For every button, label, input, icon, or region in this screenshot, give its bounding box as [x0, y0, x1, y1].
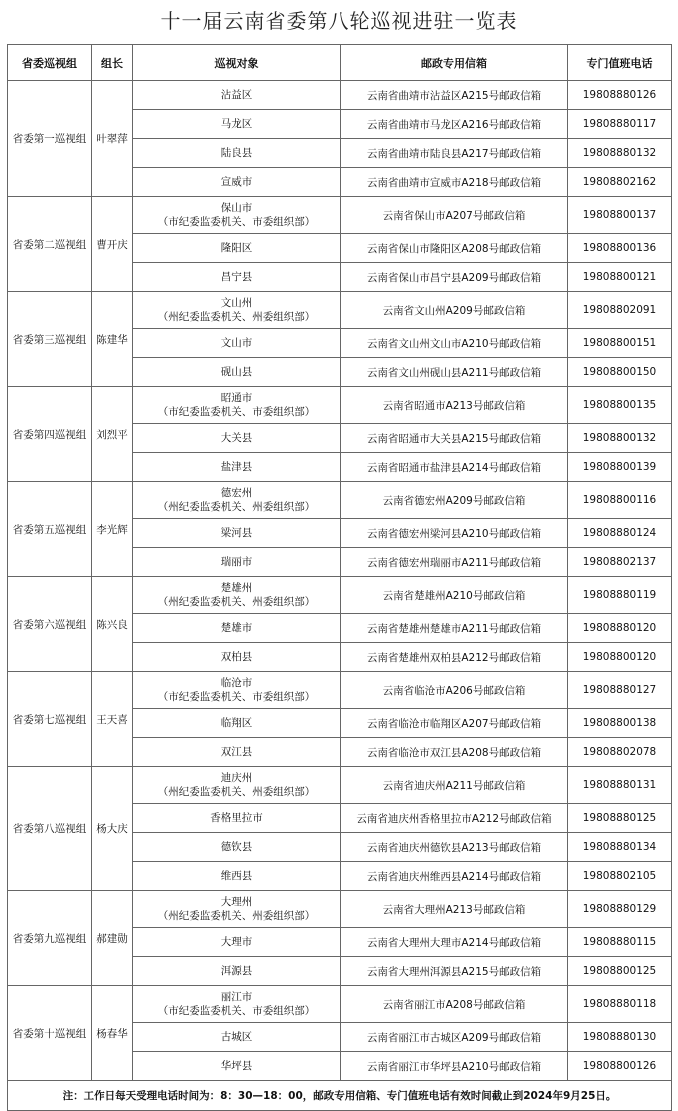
target-name: 迪庆州 [220, 772, 253, 784]
target-name: 陆良县 [220, 147, 253, 159]
group-name: 省委第六巡视组 [8, 577, 92, 672]
target-name: 楚雄市 [220, 622, 253, 634]
mailbox: 云南省迪庆州香格里拉市A212号邮政信箱 [341, 804, 568, 833]
inspection-target [133, 709, 341, 738]
mailbox: 云南省昭通市A213号邮政信箱 [341, 387, 568, 424]
mailbox: 云南省曲靖市沾益区A215号邮政信箱 [341, 81, 568, 110]
inspection-target [133, 110, 341, 139]
mailbox: 云南省迪庆州德钦县A213号邮政信箱 [341, 833, 568, 862]
duty-phone: 19808800132 [568, 424, 672, 453]
target-name: 宣威市 [220, 176, 253, 188]
target-name: 保山市 [220, 202, 253, 214]
table-row [8, 81, 672, 110]
mailbox: 云南省大理州A213号邮政信箱 [341, 891, 568, 928]
duty-phone: 19808880119 [568, 577, 672, 614]
duty-phone: 19808802105 [568, 862, 672, 891]
group-leader: 叶翠萍 [92, 81, 133, 197]
target-name: 马龙区 [220, 118, 253, 130]
inspection-target [133, 804, 341, 833]
group-leader: 郝建勋 [92, 891, 133, 986]
target-name: 瑞丽市 [220, 556, 253, 568]
duty-phone: 19808880115 [568, 928, 672, 957]
target-name: 香格里拉市 [210, 812, 263, 824]
group-name: 省委第七巡视组 [8, 672, 92, 767]
duty-phone: 19808800125 [568, 957, 672, 986]
mailbox: 云南省楚雄州A210号邮政信箱 [341, 577, 568, 614]
target-name: 华坪县 [220, 1060, 253, 1072]
inspection-target [133, 234, 341, 263]
duty-phone: 19808800116 [568, 482, 672, 519]
target-name: 楚雄州 [220, 582, 253, 594]
duty-phone: 19808880129 [568, 891, 672, 928]
inspection-target [133, 197, 341, 234]
duty-phone: 19808800121 [568, 263, 672, 292]
mailbox: 云南省大理州大理市A214号邮政信箱 [341, 928, 568, 957]
mailbox: 云南省保山市隆阳区A208号邮政信箱 [341, 234, 568, 263]
target-subtitle: （市纪委监委机关、市委组织部） [157, 1005, 316, 1017]
page-title: 十一届云南省委第八轮巡视进驻一览表 [160, 9, 518, 33]
target-subtitle: （州纪委监委机关、州委组织部） [157, 501, 316, 513]
target-subtitle: （州纪委监委机关、州委组织部） [157, 910, 316, 922]
duty-phone: 19808800138 [568, 709, 672, 738]
group-leader: 杨春华 [92, 986, 133, 1081]
table-row [8, 986, 672, 1023]
table-row [8, 891, 672, 928]
target-name: 临沧市 [220, 677, 253, 689]
mailbox: 云南省德宏州梁河县A210号邮政信箱 [341, 519, 568, 548]
mailbox: 云南省临沧市A206号邮政信箱 [341, 672, 568, 709]
target-name: 昌宁县 [220, 271, 253, 283]
group-leader: 陈兴良 [92, 577, 133, 672]
duty-phone: 19808880118 [568, 986, 672, 1023]
header-row [8, 45, 672, 81]
target-subtitle: （州纪委监委机关、州委组织部） [157, 311, 316, 323]
target-name: 维西县 [220, 870, 253, 882]
mailbox: 云南省文山州A209号邮政信箱 [341, 292, 568, 329]
group-name: 省委第八巡视组 [8, 767, 92, 891]
header-mailbox: 邮政专用信箱 [341, 45, 568, 81]
mailbox: 云南省迪庆州A211号邮政信箱 [341, 767, 568, 804]
table-row [8, 292, 672, 329]
duty-phone: 19808800120 [568, 643, 672, 672]
duty-phone: 19808880127 [568, 672, 672, 709]
inspection-target [133, 1052, 341, 1081]
mailbox: 云南省保山市昌宁县A209号邮政信箱 [341, 263, 568, 292]
duty-phone: 19808880125 [568, 804, 672, 833]
group-name: 省委第一巡视组 [8, 81, 92, 197]
inspection-target [133, 862, 341, 891]
group-name: 省委第三巡视组 [8, 292, 92, 387]
mailbox: 云南省楚雄州楚雄市A211号邮政信箱 [341, 614, 568, 643]
group-name: 省委第九巡视组 [8, 891, 92, 986]
mailbox: 云南省丽江市古城区A209号邮政信箱 [341, 1023, 568, 1052]
duty-phone: 19808802162 [568, 168, 672, 197]
mailbox: 云南省曲靖市马龙区A216号邮政信箱 [341, 110, 568, 139]
target-name: 古城区 [220, 1031, 253, 1043]
duty-phone: 19808880120 [568, 614, 672, 643]
target-name: 文山州 [220, 297, 253, 309]
target-name: 德宏州 [220, 487, 253, 499]
table-row [8, 577, 672, 614]
inspection-target [133, 928, 341, 957]
target-name: 文山市 [220, 337, 253, 349]
inspection-target [133, 424, 341, 453]
table-row [8, 197, 672, 234]
mailbox: 云南省曲靖市宣威市A218号邮政信箱 [341, 168, 568, 197]
mailbox: 云南省临沧市双江县A208号邮政信箱 [341, 738, 568, 767]
mailbox: 云南省曲靖市陆良县A217号邮政信箱 [341, 139, 568, 168]
inspection-target [133, 519, 341, 548]
table-row [8, 387, 672, 424]
duty-phone: 19808802091 [568, 292, 672, 329]
note-row [8, 1081, 672, 1111]
inspection-target [133, 81, 341, 110]
duty-phone: 19808800150 [568, 358, 672, 387]
target-subtitle: （市纪委监委机关、市委组织部） [157, 406, 316, 418]
inspection-target [133, 387, 341, 424]
group-leader: 杨大庆 [92, 767, 133, 891]
duty-phone: 19808800139 [568, 453, 672, 482]
mailbox: 云南省文山州砚山县A211号邮政信箱 [341, 358, 568, 387]
inspection-target [133, 891, 341, 928]
footnote: 注：工作日每天受理电话时间为：8：30—18：00，邮政专用信箱、专门值班电话有效时间截止到2024年9月25日。 [8, 1081, 672, 1111]
duty-phone: 19808880117 [568, 110, 672, 139]
group-leader: 王天喜 [92, 672, 133, 767]
target-name: 大关县 [220, 432, 253, 444]
target-name: 沾益区 [220, 89, 253, 101]
table-row [8, 767, 672, 804]
target-name: 大理州 [220, 896, 253, 908]
duty-phone: 19808800135 [568, 387, 672, 424]
target-name: 双柏县 [220, 651, 253, 663]
inspection-table [7, 44, 672, 1111]
header-target: 巡视对象 [133, 45, 341, 81]
target-name: 德钦县 [220, 841, 253, 853]
inspection-target [133, 482, 341, 519]
target-subtitle: （州纪委监委机关、州委组织部） [157, 596, 316, 608]
mailbox: 云南省丽江市A208号邮政信箱 [341, 986, 568, 1023]
group-leader: 李光辉 [92, 482, 133, 577]
inspection-target [133, 548, 341, 577]
inspection-target [133, 986, 341, 1023]
target-subtitle: （市纪委监委机关、市委组织部） [157, 691, 316, 703]
table-row [8, 482, 672, 519]
inspection-target [133, 263, 341, 292]
duty-phone: 19808880134 [568, 833, 672, 862]
target-name: 梁河县 [220, 527, 253, 539]
inspection-target [133, 292, 341, 329]
duty-phone: 19808802078 [568, 738, 672, 767]
inspection-target [133, 168, 341, 197]
mailbox: 云南省大理州洱源县A215号邮政信箱 [341, 957, 568, 986]
duty-phone: 19808880124 [568, 519, 672, 548]
duty-phone: 19808880126 [568, 81, 672, 110]
group-leader: 曹开庆 [92, 197, 133, 292]
mailbox: 云南省德宏州瑞丽市A211号邮政信箱 [341, 548, 568, 577]
inspection-target [133, 767, 341, 804]
mailbox: 云南省保山市A207号邮政信箱 [341, 197, 568, 234]
header-group: 省委巡视组 [8, 45, 92, 81]
group-leader: 陈建华 [92, 292, 133, 387]
inspection-target [133, 139, 341, 168]
duty-phone: 19808880130 [568, 1023, 672, 1052]
target-name: 砚山县 [220, 366, 253, 378]
inspection-target [133, 329, 341, 358]
target-name: 盐津县 [220, 461, 253, 473]
mailbox: 云南省临沧市临翔区A207号邮政信箱 [341, 709, 568, 738]
group-name: 省委第五巡视组 [8, 482, 92, 577]
target-name: 临翔区 [220, 717, 253, 729]
mailbox: 云南省昭通市大关县A215号邮政信箱 [341, 424, 568, 453]
target-name: 大理市 [220, 936, 253, 948]
inspection-target [133, 614, 341, 643]
table-body [8, 81, 672, 1111]
target-name: 昭通市 [220, 392, 253, 404]
inspection-target [133, 358, 341, 387]
target-name: 丽江市 [220, 991, 253, 1003]
inspection-target [133, 833, 341, 862]
mailbox: 云南省昭通市盐津县A214号邮政信箱 [341, 453, 568, 482]
inspection-target [133, 453, 341, 482]
target-name: 隆阳区 [220, 242, 253, 254]
inspection-target [133, 1023, 341, 1052]
target-subtitle: （市纪委监委机关、市委组织部） [157, 216, 316, 228]
group-leader: 刘烈平 [92, 387, 133, 482]
inspection-target [133, 577, 341, 614]
duty-phone: 19808800126 [568, 1052, 672, 1081]
inspection-target [133, 643, 341, 672]
inspection-target [133, 957, 341, 986]
duty-phone: 19808800136 [568, 234, 672, 263]
duty-phone: 19808800151 [568, 329, 672, 358]
mailbox: 云南省迪庆州维西县A214号邮政信箱 [341, 862, 568, 891]
target-name: 双江县 [220, 746, 253, 758]
mailbox: 云南省德宏州A209号邮政信箱 [341, 482, 568, 519]
duty-phone: 19808800137 [568, 197, 672, 234]
group-name: 省委第四巡视组 [8, 387, 92, 482]
duty-phone: 19808802137 [568, 548, 672, 577]
header-phone: 专门值班电话 [568, 45, 672, 81]
duty-phone: 19808880132 [568, 139, 672, 168]
table-row [8, 672, 672, 709]
group-name: 省委第十巡视组 [8, 986, 92, 1081]
mailbox: 云南省楚雄州双柏县A212号邮政信箱 [341, 643, 568, 672]
target-subtitle: （州纪委监委机关、州委组织部） [157, 786, 316, 798]
mailbox: 云南省文山州文山市A210号邮政信箱 [341, 329, 568, 358]
group-name: 省委第二巡视组 [8, 197, 92, 292]
header-leader: 组长 [92, 45, 133, 81]
inspection-target [133, 672, 341, 709]
mailbox: 云南省丽江市华坪县A210号邮政信箱 [341, 1052, 568, 1081]
inspection-target [133, 738, 341, 767]
duty-phone: 19808880131 [568, 767, 672, 804]
target-name: 洱源县 [220, 965, 253, 977]
